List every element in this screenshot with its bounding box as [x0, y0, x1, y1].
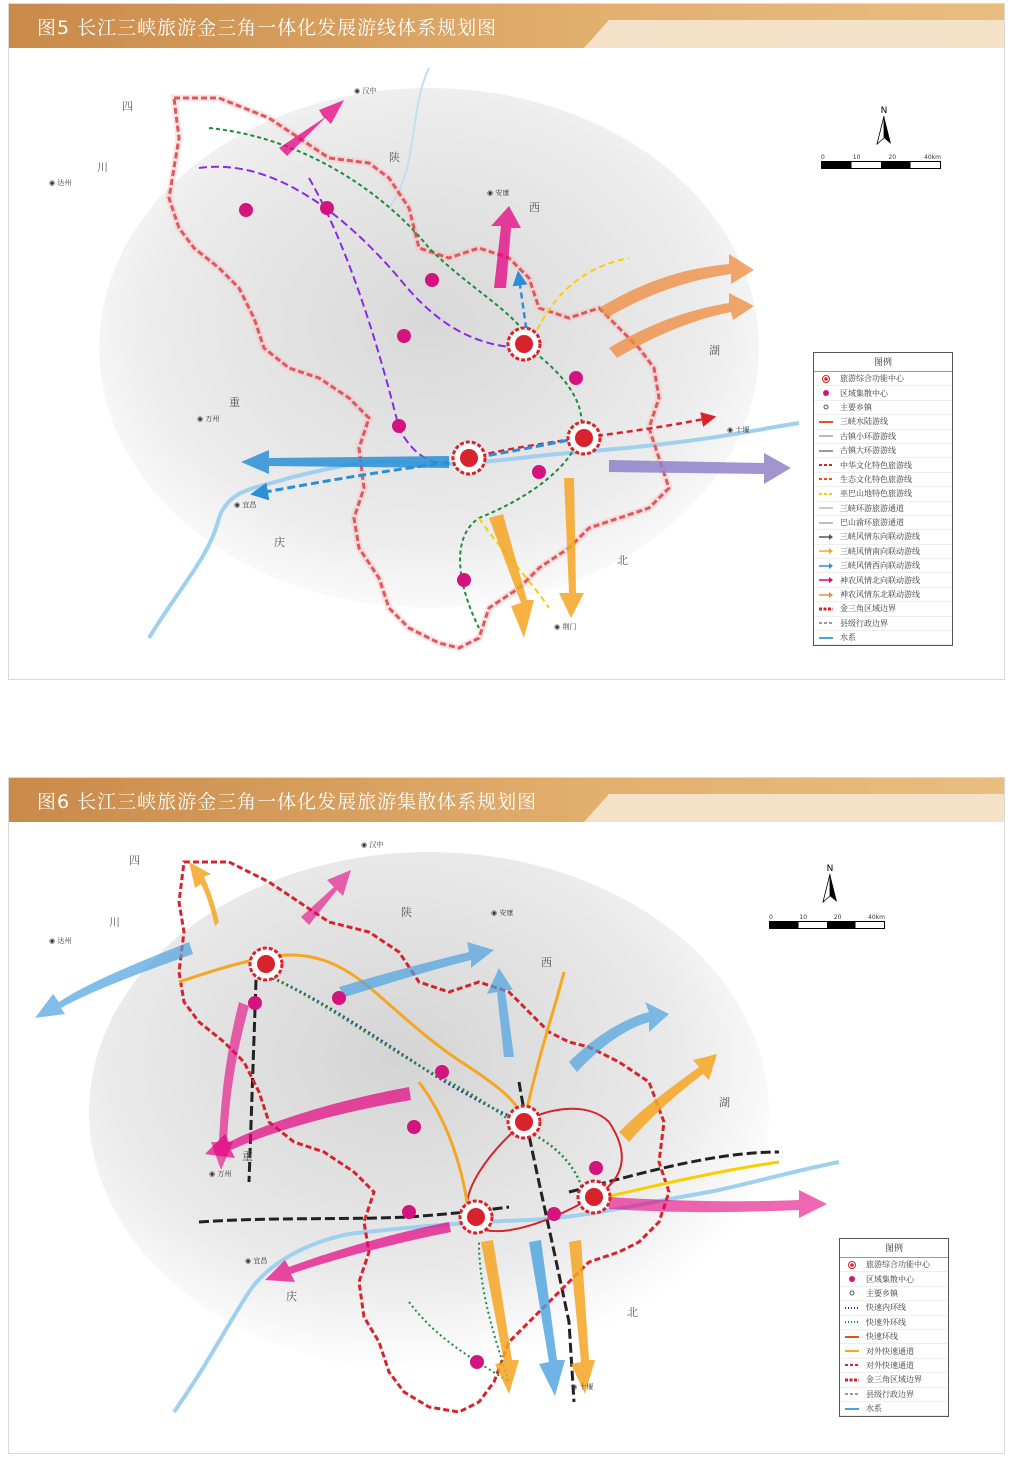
province-label: 重: [229, 396, 240, 409]
distribution-node: [457, 573, 471, 587]
legend-swatch: [818, 389, 834, 397]
city-label: ◉ 荆门: [554, 623, 577, 631]
legend-label: 古镇大环游游线: [840, 446, 896, 456]
province-label: 湖: [719, 1096, 730, 1109]
panel-distribution-system-map: [8, 777, 1005, 1454]
legend-swatch: [818, 461, 834, 469]
map-title: 图5 长江三峡旅游金三角一体化发展游线体系规划图: [37, 17, 498, 39]
province-label: 陕: [389, 151, 400, 164]
legend-label: 古镇小环游游线: [840, 431, 896, 441]
legend-item: [840, 1316, 948, 1330]
tourism-center-marker: [460, 1201, 492, 1233]
city-label: ◉ 安康: [487, 189, 510, 197]
legend-label: 神农风情北向联动游线: [840, 575, 920, 585]
distribution-node: [547, 1207, 561, 1221]
city-label: ◉ 万州: [209, 1170, 232, 1178]
legend-item: [814, 588, 952, 602]
legend-label: 主要乡镇: [840, 402, 872, 412]
legend-item: [840, 1287, 948, 1301]
legend-item: [840, 1258, 948, 1272]
distribution-node: [589, 1161, 603, 1175]
legend-swatch: [818, 418, 834, 426]
legend-item: [814, 430, 952, 444]
legend-item: [814, 516, 952, 530]
legend-label: 金三角区域边界: [840, 604, 896, 614]
province-label: 川: [97, 161, 108, 174]
legend-label: 巴山渝环旅游通道: [840, 518, 904, 528]
legend-swatch: [818, 605, 834, 613]
legend-item: [840, 1359, 948, 1373]
legend-label: 区域集散中心: [840, 388, 888, 398]
legend-title: 图例: [814, 353, 952, 372]
map-legend: [813, 352, 953, 646]
legend-item: [814, 444, 952, 458]
legend-label: 三峡风情东向联动游线: [840, 532, 920, 542]
legend-title: 图例: [840, 1239, 948, 1258]
legend-label: 旅游综合功能中心: [866, 1260, 930, 1270]
legend-swatch: [818, 519, 834, 527]
city-label: ◉ 十堰: [727, 426, 750, 434]
distribution-node: [425, 273, 439, 287]
legend-label: 区域集散中心: [866, 1274, 914, 1284]
legend-swatch: [818, 576, 834, 584]
province-label: 西: [541, 956, 552, 969]
legend-swatch: [844, 1361, 860, 1369]
scale-bar: 0 10 20 40km: [769, 914, 885, 929]
distribution-node: [470, 1355, 484, 1369]
province-label: 湖: [709, 344, 720, 357]
legend-item: [814, 602, 952, 616]
svg-text:N: N: [880, 106, 888, 116]
city-label: ◉ 宜昌: [234, 501, 257, 509]
distribution-node: [332, 991, 346, 1005]
province-label: 北: [617, 554, 628, 567]
panel-route-system-map: [8, 3, 1005, 680]
city-label: ◉ 汉中: [361, 841, 384, 849]
legend-label: 巫巴山地特色旅游线: [840, 489, 912, 499]
map-title: 图6 长江三峡旅游金三角一体化发展旅游集散体系规划图: [37, 791, 538, 813]
city-label: ◉ 万州: [197, 415, 220, 423]
legend-swatch: [818, 490, 834, 498]
distribution-node: [569, 371, 583, 385]
legend-swatch: [818, 634, 834, 642]
legend-label: 对外快速通道: [866, 1346, 914, 1356]
province-label: 庆: [274, 536, 285, 549]
city-label: ◉ 十堰: [571, 1383, 594, 1391]
distribution-node: [239, 203, 253, 217]
legend-item: [840, 1272, 948, 1286]
legend-item: [840, 1402, 948, 1416]
city-label: ◉ 汉中: [354, 87, 377, 95]
legend-label: 三峡风情南向联动游线: [840, 546, 920, 556]
legend-label: 生态文化特色旅游线: [840, 474, 912, 484]
distribution-node: [397, 329, 411, 343]
province-label: 四: [122, 100, 133, 113]
legend-item: [814, 573, 952, 587]
svg-text:N: N: [826, 864, 834, 874]
legend-label: 三峡环游旅游通道: [840, 503, 904, 513]
legend-swatch: [844, 1376, 860, 1384]
legend-swatch: [844, 1318, 860, 1326]
direction-arrow: [189, 862, 219, 926]
distribution-node: [407, 1120, 421, 1134]
terrain-shading: [99, 88, 759, 608]
legend-swatch: [818, 533, 834, 541]
tourism-center-marker: [578, 1181, 610, 1213]
legend-item: [840, 1388, 948, 1402]
legend-item: [814, 473, 952, 487]
legend-label: 金三角区域边界: [866, 1375, 922, 1385]
legend-item: [814, 401, 952, 415]
legend-item: [814, 617, 952, 631]
legend-item: [814, 559, 952, 573]
province-label: 北: [627, 1306, 638, 1319]
legend-swatch: [844, 1275, 860, 1283]
legend-label: 快速内环线: [866, 1303, 906, 1313]
legend-swatch: [818, 403, 834, 411]
legend-swatch: [818, 375, 834, 383]
legend-label: 水系: [840, 633, 856, 643]
distribution-node: [320, 201, 334, 215]
legend-item: [840, 1373, 948, 1387]
legend-swatch: [818, 591, 834, 599]
legend-swatch: [818, 504, 834, 512]
city-label: ◉ 达州: [49, 937, 72, 945]
distribution-node: [248, 996, 262, 1010]
legend-swatch: [844, 1347, 860, 1355]
legend-swatch: [818, 432, 834, 440]
legend-swatch: [818, 475, 834, 483]
legend-item: [814, 530, 952, 544]
distribution-node: [532, 465, 546, 479]
legend-label: 主要乡镇: [866, 1288, 898, 1298]
legend-label: 三峡水陆游线: [840, 417, 888, 427]
north-arrow-icon: [815, 862, 845, 904]
legend-item: [814, 415, 952, 429]
legend-item: [814, 386, 952, 400]
north-arrow-icon: [869, 104, 899, 146]
legend-label: 县级行政边界: [866, 1389, 914, 1399]
tourism-center-marker: [453, 442, 485, 474]
province-label: 重: [242, 1150, 253, 1163]
legend-label: 中华文化特色旅游线: [840, 460, 912, 470]
distribution-node: [392, 419, 406, 433]
legend-item: [814, 372, 952, 386]
tourism-center-marker: [250, 948, 282, 980]
city-label: ◉ 宜昌: [245, 1257, 268, 1265]
legend-label: 快速环线: [866, 1332, 898, 1342]
legend-label: 三峡风情西向联动游线: [840, 561, 920, 571]
province-label: 西: [529, 201, 540, 214]
map-legend: [839, 1238, 949, 1417]
distribution-node: [435, 1065, 449, 1079]
city-label: ◉ 达州: [49, 179, 72, 187]
legend-swatch: [844, 1405, 860, 1413]
tourism-center-marker: [568, 422, 600, 454]
legend-label: 县级行政边界: [840, 618, 888, 628]
legend-label: 神农风情东北联动游线: [840, 590, 920, 600]
terrain-shading: [89, 852, 769, 1372]
legend-swatch: [844, 1390, 860, 1398]
legend-swatch: [818, 562, 834, 570]
legend-label: 旅游综合功能中心: [840, 374, 904, 384]
legend-swatch: [844, 1261, 860, 1269]
legend-item: [814, 502, 952, 516]
legend-swatch: [818, 447, 834, 455]
tourism-center-marker: [508, 1106, 540, 1138]
legend-item: [814, 487, 952, 501]
distribution-node: [402, 1205, 416, 1219]
province-label: 庆: [286, 1290, 297, 1303]
tourism-center-marker: [508, 328, 540, 360]
province-label: 川: [109, 916, 120, 929]
city-label: ◉ 安康: [491, 909, 514, 917]
province-label: 四: [129, 854, 140, 867]
legend-swatch: [844, 1289, 860, 1297]
legend-item: [840, 1344, 948, 1358]
province-label: 陕: [401, 906, 412, 919]
legend-item: [840, 1330, 948, 1344]
legend-item: [840, 1301, 948, 1315]
legend-label: 水系: [866, 1404, 882, 1414]
legend-label: 快速外环线: [866, 1317, 906, 1327]
legend-swatch: [844, 1333, 860, 1341]
scale-bar: 0 10 20 40km: [821, 154, 941, 169]
legend-swatch: [818, 547, 834, 555]
legend-swatch: [818, 619, 834, 627]
legend-label: 对外快速通道: [866, 1360, 914, 1370]
legend-item: [814, 458, 952, 472]
legend-item: [814, 631, 952, 645]
legend-item: [814, 545, 952, 559]
legend-swatch: [844, 1304, 860, 1312]
